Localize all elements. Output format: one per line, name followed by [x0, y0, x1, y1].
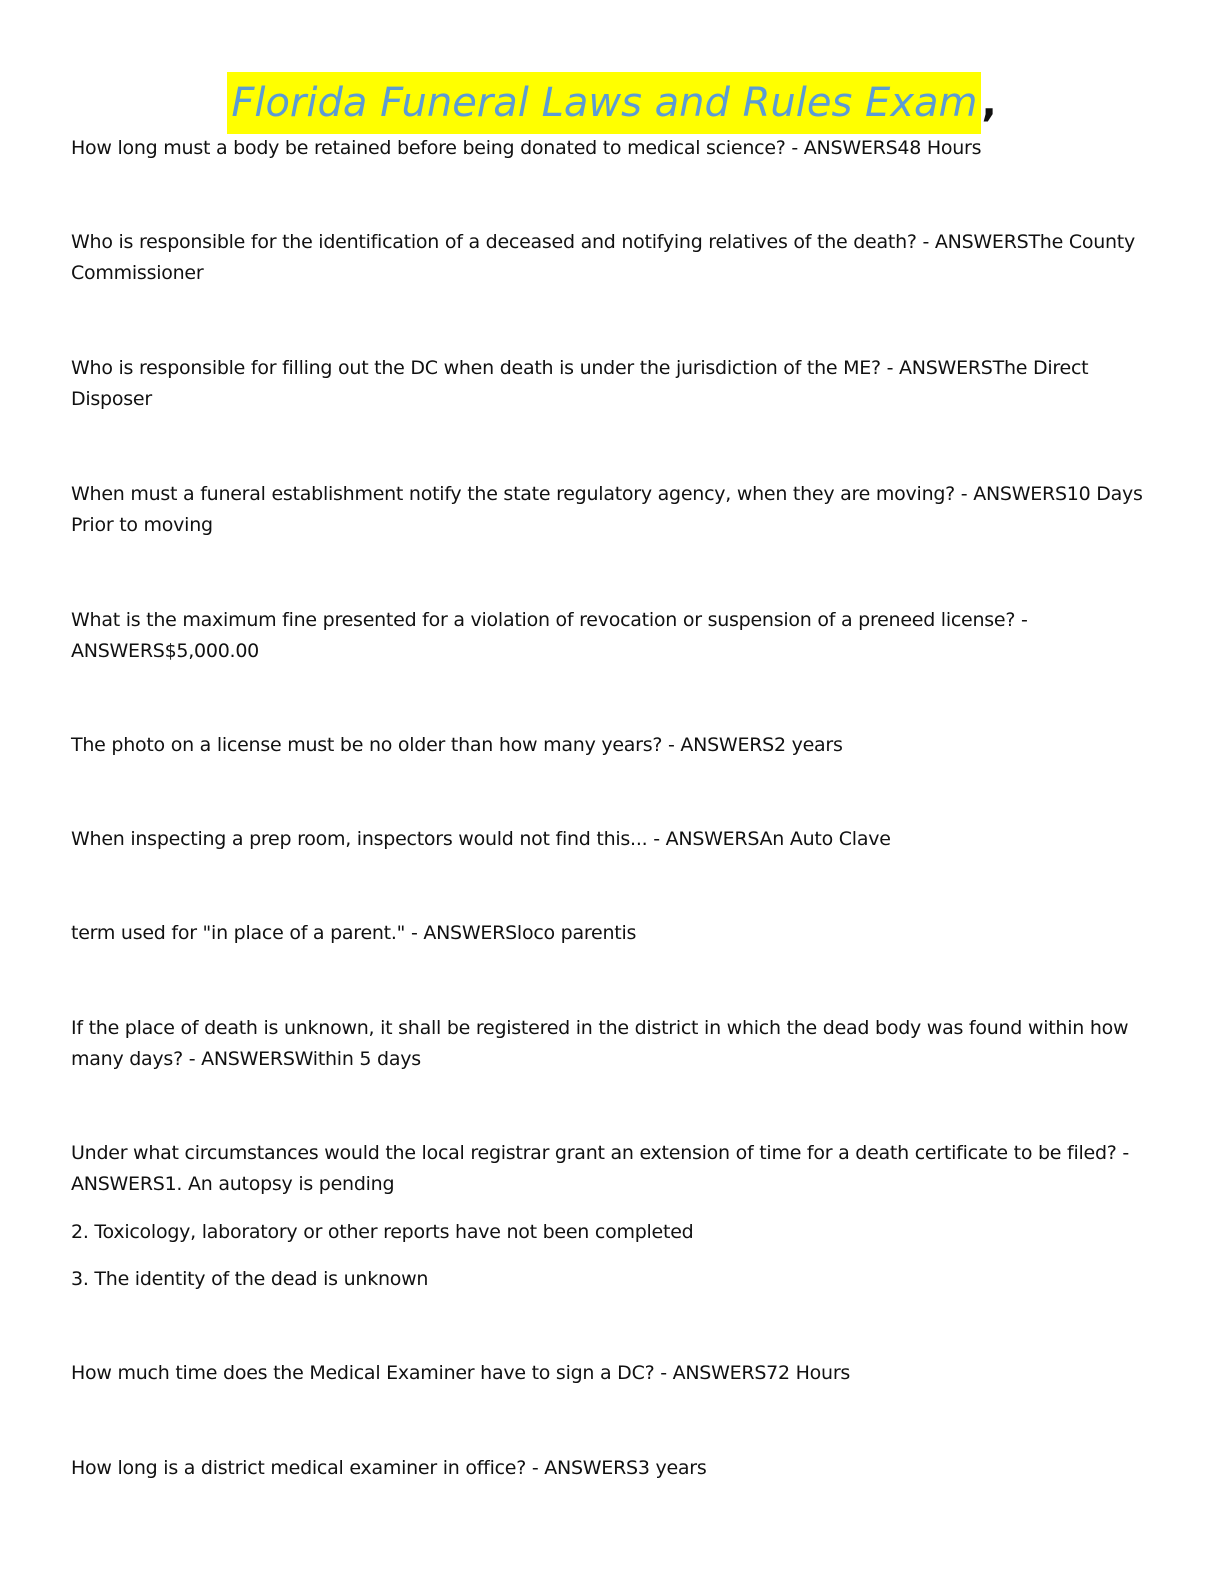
qa-item: Who is responsible for filling out the DC when death is under the jurisdiction of the ME? - ANSWERSThe Direct Disposer: [71, 357, 1089, 410]
qa-item: How much time does the Medical Examiner have to sign a DC? - ANSWERS72 Hours: [71, 1362, 851, 1384]
title-block: [0, 72, 1224, 134]
qa-item-continuation: 2. Toxicology, laboratory or other reports have not been completed: [71, 1221, 694, 1243]
qa-item-continuation: 3. The identity of the dead is unknown: [71, 1268, 429, 1290]
qa-item: term used for "in place of a parent." - ANSWERSloco parentis: [71, 922, 637, 944]
qa-item: When inspecting a prep room, inspectors would not find this... - ANSWERSAn Auto Clave: [71, 828, 891, 850]
qa-item: If the place of death is unknown, it shall be registered in the district in which the dead body was found within how many days? - ANSWERSWithin 5 days: [71, 1017, 1129, 1070]
qa-item: How long must a body be retained before being donated to medical science? - ANSWERS48 Hours: [71, 137, 982, 159]
qa-item: The photo on a license must be no older than how many years? - ANSWERS2 years: [71, 734, 843, 756]
qa-item: Who is responsible for the identification of a deceased and notifying relatives of the death? - ANSWERSThe County Commissioner: [71, 231, 1135, 284]
qa-item: How long is a district medical examiner in office? - ANSWERS3 years: [71, 1457, 707, 1479]
qa-item: When must a funeral establishment notify the state regulatory agency, when they are moving? - ANSWERS10 Days Prior to moving: [71, 483, 1143, 536]
qa-item: What is the maximum fine presented for a violation of revocation or suspension of a preneed license? - ANSWERS$5,000.00: [71, 609, 1028, 662]
qa-item: Under what circumstances would the local registrar grant an extension of time for a death certificate to be filed? - ANSWERS1. An autopsy is pending: [71, 1142, 1129, 1195]
title-comma: ,: [981, 80, 997, 126]
page-title: Florida Funeral Laws and Rules Exam: [227, 72, 981, 134]
